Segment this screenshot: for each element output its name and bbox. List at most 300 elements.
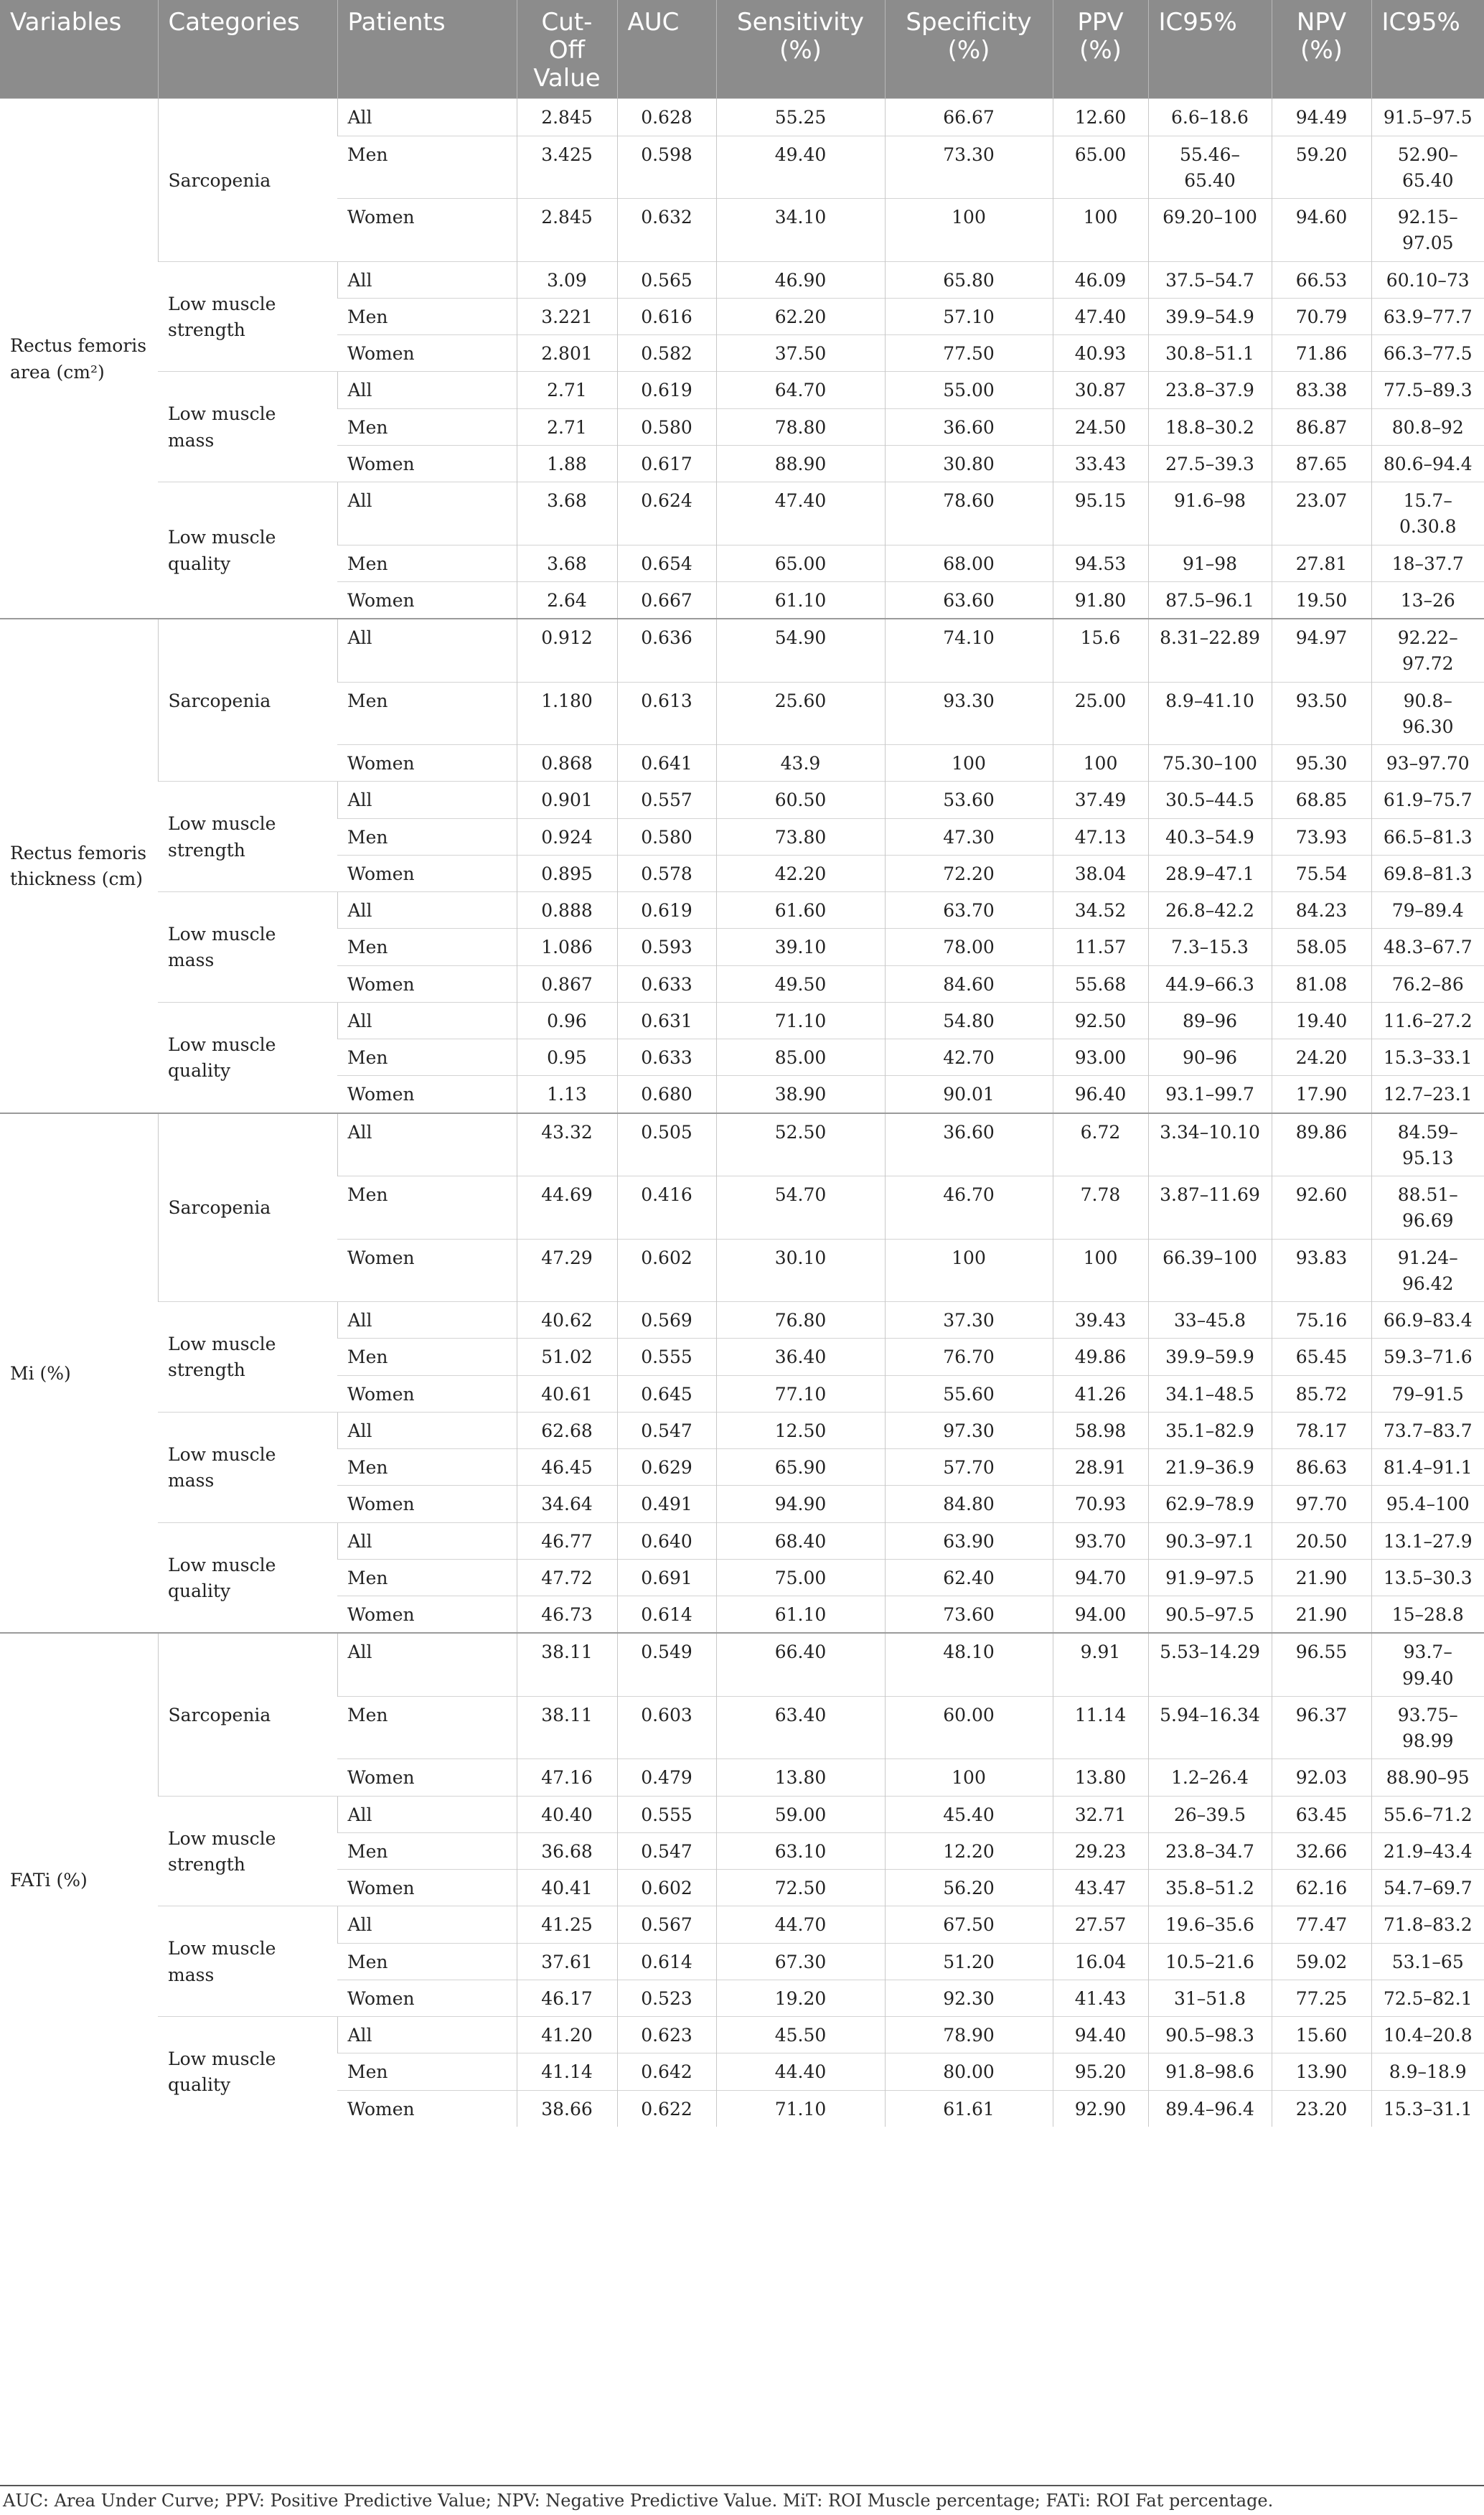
- cell-ppv-ci: 90.5–97.5: [1148, 1596, 1272, 1634]
- cell-npv: 87.65: [1272, 445, 1371, 482]
- cell-cutoff: 41.14: [517, 2053, 617, 2090]
- cell-ppv: 30.87: [1053, 372, 1148, 408]
- table-row: [0, 782, 1484, 818]
- table-row: [0, 1633, 1484, 1696]
- table-row: [0, 1412, 1484, 1448]
- header-ppv-ci: IC95%: [1148, 0, 1272, 99]
- cell-cutoff: 0.924: [517, 818, 617, 855]
- category-cell: Sarcopenia: [158, 619, 337, 782]
- cell-patients: All: [337, 1113, 517, 1176]
- cell-patients: Men: [337, 1559, 517, 1596]
- cell-sensitivity: 73.80: [716, 818, 885, 855]
- cell-sensitivity: 38.90: [716, 1076, 885, 1113]
- cell-npv: 92.60: [1272, 1176, 1371, 1240]
- cell-auc: 0.523: [617, 1980, 716, 2016]
- cell-npv-ci: 80.6–94.4: [1371, 445, 1484, 482]
- cell-sensitivity: 45.50: [716, 2017, 885, 2053]
- cell-specificity: 84.80: [885, 1486, 1053, 1522]
- cell-ppv: 65.00: [1053, 136, 1148, 199]
- cell-npv-ci: 88.90–95: [1371, 1759, 1484, 1796]
- cell-ppv-ci: 39.9–59.9: [1148, 1339, 1272, 1375]
- category-cell: Low muscle strength: [158, 1796, 337, 1906]
- cell-specificity: 55.00: [885, 372, 1053, 408]
- cell-sensitivity: 76.80: [716, 1302, 885, 1339]
- header-cutoff: Cut-Off Value: [517, 0, 617, 99]
- cell-auc: 0.641: [617, 745, 716, 782]
- header-npv: NPV (%): [1272, 0, 1371, 99]
- category-cell: Sarcopenia: [158, 99, 337, 261]
- category-cell: Low muscle mass: [158, 372, 337, 482]
- cell-ppv: 27.57: [1053, 1906, 1148, 1943]
- cell-sensitivity: 63.10: [716, 1832, 885, 1869]
- cell-npv-ci: 92.15–97.05: [1371, 199, 1484, 262]
- cell-npv: 59.02: [1272, 1943, 1371, 1980]
- cell-cutoff: 0.95: [517, 1039, 617, 1076]
- cell-ppv-ci: 10.5–21.6: [1148, 1943, 1272, 1980]
- cell-specificity: 36.60: [885, 408, 1053, 445]
- cell-specificity: 72.20: [885, 855, 1053, 891]
- cell-cutoff: 40.40: [517, 1796, 617, 1832]
- table-row: [0, 1522, 1484, 1559]
- header-ppv: PPV (%): [1053, 0, 1148, 99]
- cell-npv-ci: 66.5–81.3: [1371, 818, 1484, 855]
- cell-specificity: 62.40: [885, 1559, 1053, 1596]
- cell-cutoff: 38.11: [517, 1696, 617, 1759]
- cell-auc: 0.633: [617, 965, 716, 1002]
- cell-patients: Men: [337, 298, 517, 334]
- cell-ppv-ci: 19.6–35.6: [1148, 1906, 1272, 1943]
- cell-sensitivity: 30.10: [716, 1239, 885, 1302]
- cell-specificity: 97.30: [885, 1412, 1053, 1448]
- cell-cutoff: 62.68: [517, 1412, 617, 1448]
- cell-sensitivity: 61.10: [716, 581, 885, 619]
- cell-npv-ci: 80.8–92: [1371, 408, 1484, 445]
- cell-patients: Women: [337, 581, 517, 619]
- cell-ppv-ci: 35.1–82.9: [1148, 1412, 1272, 1448]
- cell-npv: 23.07: [1272, 482, 1371, 545]
- cell-sensitivity: 39.10: [716, 929, 885, 965]
- cell-sensitivity: 55.25: [716, 99, 885, 136]
- cell-npv-ci: 13.1–27.9: [1371, 1522, 1484, 1559]
- cell-ppv-ci: 55.46–65.40: [1148, 136, 1272, 199]
- cell-ppv-ci: 23.8–37.9: [1148, 372, 1272, 408]
- cell-patients: Women: [337, 1375, 517, 1412]
- cell-npv-ci: 92.22–97.72: [1371, 619, 1484, 682]
- cell-sensitivity: 71.10: [716, 2090, 885, 2127]
- cell-specificity: 80.00: [885, 2053, 1053, 2090]
- cell-npv: 65.45: [1272, 1339, 1371, 1375]
- cell-specificity: 73.60: [885, 1596, 1053, 1634]
- cell-specificity: 77.50: [885, 335, 1053, 372]
- cell-ppv-ci: 5.94–16.34: [1148, 1696, 1272, 1759]
- cell-ppv-ci: 39.9–54.9: [1148, 298, 1272, 334]
- cell-sensitivity: 19.20: [716, 1980, 885, 2016]
- cell-specificity: 36.60: [885, 1113, 1053, 1176]
- cell-ppv-ci: 40.3–54.9: [1148, 818, 1272, 855]
- cell-ppv: 100: [1053, 199, 1148, 262]
- cell-patients: All: [337, 99, 517, 136]
- cell-ppv: 16.04: [1053, 1943, 1148, 1980]
- cell-cutoff: 36.68: [517, 1832, 617, 1869]
- cell-auc: 0.479: [617, 1759, 716, 1796]
- cell-npv-ci: 69.8–81.3: [1371, 855, 1484, 891]
- cell-ppv: 15.6: [1053, 619, 1148, 682]
- cell-sensitivity: 88.90: [716, 445, 885, 482]
- cell-npv: 86.63: [1272, 1449, 1371, 1486]
- cell-npv-ci: 90.8–96.30: [1371, 682, 1484, 745]
- cell-specificity: 78.90: [885, 2017, 1053, 2053]
- cell-cutoff: 3.221: [517, 298, 617, 334]
- cell-sensitivity: 65.90: [716, 1449, 885, 1486]
- cell-npv: 83.38: [1272, 372, 1371, 408]
- table-row: [0, 1002, 1484, 1039]
- cell-cutoff: 0.895: [517, 855, 617, 891]
- cell-ppv-ci: 91.6–98: [1148, 482, 1272, 545]
- cell-sensitivity: 64.70: [716, 372, 885, 408]
- cell-ppv-ci: 18.8–30.2: [1148, 408, 1272, 445]
- cell-patients: Men: [337, 2053, 517, 2090]
- cell-specificity: 61.61: [885, 2090, 1053, 2127]
- cell-ppv: 24.50: [1053, 408, 1148, 445]
- category-cell: Low muscle mass: [158, 1412, 337, 1522]
- cell-patients: All: [337, 1302, 517, 1339]
- cell-npv: 17.90: [1272, 1076, 1371, 1113]
- cell-ppv: 9.91: [1053, 1633, 1148, 1696]
- cell-auc: 0.565: [617, 261, 716, 298]
- cell-ppv: 32.71: [1053, 1796, 1148, 1832]
- cell-ppv: 92.50: [1053, 1002, 1148, 1039]
- cell-specificity: 100: [885, 1239, 1053, 1302]
- cell-auc: 0.619: [617, 892, 716, 929]
- cell-patients: All: [337, 782, 517, 818]
- cell-ppv-ci: 91.9–97.5: [1148, 1559, 1272, 1596]
- cell-cutoff: 47.16: [517, 1759, 617, 1796]
- cell-sensitivity: 44.70: [716, 1906, 885, 1943]
- cell-npv: 59.20: [1272, 136, 1371, 199]
- cell-ppv-ci: 26.8–42.2: [1148, 892, 1272, 929]
- cell-specificity: 74.10: [885, 619, 1053, 682]
- cell-specificity: 100: [885, 199, 1053, 262]
- cell-auc: 0.567: [617, 1906, 716, 1943]
- cell-ppv-ci: 37.5–54.7: [1148, 261, 1272, 298]
- cell-auc: 0.624: [617, 482, 716, 545]
- cell-ppv: 12.60: [1053, 99, 1148, 136]
- cell-specificity: 76.70: [885, 1339, 1053, 1375]
- cell-auc: 0.582: [617, 335, 716, 372]
- cell-sensitivity: 75.00: [716, 1559, 885, 1596]
- cell-auc: 0.505: [617, 1113, 716, 1176]
- cell-auc: 0.632: [617, 199, 716, 262]
- cell-patients: All: [337, 2017, 517, 2053]
- cell-cutoff: 46.73: [517, 1596, 617, 1634]
- cell-npv-ci: 66.9–83.4: [1371, 1302, 1484, 1339]
- cell-ppv: 29.23: [1053, 1832, 1148, 1869]
- cell-npv: 68.85: [1272, 782, 1371, 818]
- cell-cutoff: 1.13: [517, 1076, 617, 1113]
- cell-patients: Men: [337, 408, 517, 445]
- cell-specificity: 68.00: [885, 545, 1053, 581]
- cell-ppv-ci: 23.8–34.7: [1148, 1832, 1272, 1869]
- table-row: [0, 482, 1484, 545]
- cell-auc: 0.631: [617, 1002, 716, 1039]
- cell-npv-ci: 79–89.4: [1371, 892, 1484, 929]
- cell-ppv: 100: [1053, 1239, 1148, 1302]
- cell-sensitivity: 36.40: [716, 1339, 885, 1375]
- cell-ppv: 33.43: [1053, 445, 1148, 482]
- cell-npv: 58.05: [1272, 929, 1371, 965]
- cell-cutoff: 41.20: [517, 2017, 617, 2053]
- cell-npv: 78.17: [1272, 1412, 1371, 1448]
- cell-auc: 0.578: [617, 855, 716, 891]
- cell-ppv: 58.98: [1053, 1412, 1148, 1448]
- cell-cutoff: 46.45: [517, 1449, 617, 1486]
- cell-cutoff: 0.912: [517, 619, 617, 682]
- cell-patients: All: [337, 1633, 517, 1696]
- cell-cutoff: 2.71: [517, 408, 617, 445]
- variable-cell: Mi (%): [0, 1113, 158, 1634]
- cell-specificity: 55.60: [885, 1375, 1053, 1412]
- cell-npv-ci: 18–37.7: [1371, 545, 1484, 581]
- cell-specificity: 37.30: [885, 1302, 1053, 1339]
- cell-auc: 0.549: [617, 1633, 716, 1696]
- cell-auc: 0.691: [617, 1559, 716, 1596]
- cell-patients: All: [337, 372, 517, 408]
- cell-npv-ci: 52.90–65.40: [1371, 136, 1484, 199]
- category-cell: Low muscle quality: [158, 1522, 337, 1633]
- cell-cutoff: 3.09: [517, 261, 617, 298]
- cell-ppv: 92.90: [1053, 2090, 1148, 2127]
- cell-ppv: 13.80: [1053, 1759, 1148, 1796]
- cell-npv: 93.50: [1272, 682, 1371, 745]
- cell-patients: Men: [337, 818, 517, 855]
- cell-cutoff: 47.72: [517, 1559, 617, 1596]
- cell-cutoff: 2.64: [517, 581, 617, 619]
- cell-specificity: 57.10: [885, 298, 1053, 334]
- cell-sensitivity: 72.50: [716, 1870, 885, 1906]
- cell-sensitivity: 94.90: [716, 1486, 885, 1522]
- cell-sensitivity: 54.90: [716, 619, 885, 682]
- cell-patients: Men: [337, 136, 517, 199]
- cell-npv: 96.55: [1272, 1633, 1371, 1696]
- cell-sensitivity: 71.10: [716, 1002, 885, 1039]
- cell-patients: All: [337, 1002, 517, 1039]
- cell-auc: 0.547: [617, 1832, 716, 1869]
- cell-specificity: 65.80: [885, 261, 1053, 298]
- cell-cutoff: 38.66: [517, 2090, 617, 2127]
- cell-npv: 24.20: [1272, 1039, 1371, 1076]
- cell-auc: 0.623: [617, 2017, 716, 2053]
- cell-cutoff: 43.32: [517, 1113, 617, 1176]
- cell-specificity: 63.60: [885, 581, 1053, 619]
- cell-npv-ci: 61.9–75.7: [1371, 782, 1484, 818]
- cell-ppv-ci: 89–96: [1148, 1002, 1272, 1039]
- cell-specificity: 56.20: [885, 1870, 1053, 1906]
- category-cell: Low muscle strength: [158, 1302, 337, 1413]
- cell-sensitivity: 67.30: [716, 1943, 885, 1980]
- table-footnote: AUC: Area Under Curve; PPV: Positive Predictive Value; NPV: Negative Predictive Value. MiT: ROI Muscle percentage; FATi: ROI Fat percentage.: [0, 2485, 1484, 2511]
- cell-npv: 92.03: [1272, 1759, 1371, 1796]
- header-auc: AUC: [617, 0, 716, 99]
- cell-auc: 0.613: [617, 682, 716, 745]
- cell-ppv: 91.80: [1053, 581, 1148, 619]
- cell-specificity: 60.00: [885, 1696, 1053, 1759]
- cell-npv-ci: 12.7–23.1: [1371, 1076, 1484, 1113]
- cell-npv-ci: 13.5–30.3: [1371, 1559, 1484, 1596]
- header-npv-ci: IC95%: [1371, 0, 1484, 99]
- cell-ppv: 28.91: [1053, 1449, 1148, 1486]
- cell-ppv-ci: 3.34–10.10: [1148, 1113, 1272, 1176]
- cell-sensitivity: 65.00: [716, 545, 885, 581]
- cell-auc: 0.569: [617, 1302, 716, 1339]
- header-categories: Categories: [158, 0, 337, 99]
- category-cell: Low muscle quality: [158, 2017, 337, 2127]
- cell-patients: Men: [337, 682, 517, 745]
- cell-ppv: 38.04: [1053, 855, 1148, 891]
- cell-auc: 0.680: [617, 1076, 716, 1113]
- cell-npv: 95.30: [1272, 745, 1371, 782]
- cell-ppv: 94.53: [1053, 545, 1148, 581]
- cell-npv-ci: 15.3–33.1: [1371, 1039, 1484, 1076]
- cell-npv-ci: 88.51–96.69: [1371, 1176, 1484, 1240]
- cell-auc: 0.619: [617, 372, 716, 408]
- header-specificity: Specificity (%): [885, 0, 1053, 99]
- cell-auc: 0.645: [617, 1375, 716, 1412]
- cell-sensitivity: 61.60: [716, 892, 885, 929]
- cell-ppv: 96.40: [1053, 1076, 1148, 1113]
- cell-ppv-ci: 1.2–26.4: [1148, 1759, 1272, 1796]
- cell-cutoff: 2.845: [517, 99, 617, 136]
- cell-specificity: 30.80: [885, 445, 1053, 482]
- cell-patients: Women: [337, 1596, 517, 1634]
- cell-npv-ci: 95.4–100: [1371, 1486, 1484, 1522]
- cell-npv-ci: 91.24–96.42: [1371, 1239, 1484, 1302]
- cell-patients: Men: [337, 1696, 517, 1759]
- cell-ppv: 49.86: [1053, 1339, 1148, 1375]
- cell-auc: 0.636: [617, 619, 716, 682]
- cell-sensitivity: 13.80: [716, 1759, 885, 1796]
- cell-npv: 94.49: [1272, 99, 1371, 136]
- cell-patients: All: [337, 482, 517, 545]
- cell-patients: Women: [337, 1759, 517, 1796]
- cell-specificity: 78.60: [885, 482, 1053, 545]
- cell-npv-ci: 76.2–86: [1371, 965, 1484, 1002]
- cell-cutoff: 2.801: [517, 335, 617, 372]
- cell-cutoff: 0.901: [517, 782, 617, 818]
- cell-ppv-ci: 21.9–36.9: [1148, 1449, 1272, 1486]
- cell-specificity: 92.30: [885, 1980, 1053, 2016]
- cell-auc: 0.416: [617, 1176, 716, 1240]
- table-row: [0, 619, 1484, 682]
- cell-patients: Men: [337, 1943, 517, 1980]
- category-cell: Low muscle strength: [158, 261, 337, 372]
- cell-npv: 93.83: [1272, 1239, 1371, 1302]
- cell-npv: 23.20: [1272, 2090, 1371, 2127]
- cell-ppv: 40.93: [1053, 335, 1148, 372]
- cell-ppv-ci: 91–98: [1148, 545, 1272, 581]
- cell-ppv: 46.09: [1053, 261, 1148, 298]
- cell-sensitivity: 47.40: [716, 482, 885, 545]
- cell-patients: All: [337, 1906, 517, 1943]
- cell-cutoff: 34.64: [517, 1486, 617, 1522]
- cell-sensitivity: 85.00: [716, 1039, 885, 1076]
- cell-patients: All: [337, 619, 517, 682]
- cell-sensitivity: 42.20: [716, 855, 885, 891]
- cell-cutoff: 3.68: [517, 545, 617, 581]
- cell-sensitivity: 54.70: [716, 1176, 885, 1240]
- cell-sensitivity: 59.00: [716, 1796, 885, 1832]
- cell-cutoff: 1.180: [517, 682, 617, 745]
- table-row: [0, 892, 1484, 929]
- cell-auc: 0.654: [617, 545, 716, 581]
- cell-npv-ci: 53.1–65: [1371, 1943, 1484, 1980]
- cell-cutoff: 47.29: [517, 1239, 617, 1302]
- cell-cutoff: 3.68: [517, 482, 617, 545]
- header-variables: Variables: [0, 0, 158, 99]
- cell-patients: Women: [337, 1076, 517, 1113]
- cell-patients: Men: [337, 545, 517, 581]
- cell-npv-ci: 93–97.70: [1371, 745, 1484, 782]
- cell-npv-ci: 72.5–82.1: [1371, 1980, 1484, 2016]
- cell-ppv: 37.49: [1053, 782, 1148, 818]
- cell-ppv: 55.68: [1053, 965, 1148, 1002]
- cell-cutoff: 0.96: [517, 1002, 617, 1039]
- cell-specificity: 84.60: [885, 965, 1053, 1002]
- cell-patients: Men: [337, 1039, 517, 1076]
- cell-npv: 75.54: [1272, 855, 1371, 891]
- cell-ppv-ci: 31–51.8: [1148, 1980, 1272, 2016]
- category-cell: Sarcopenia: [158, 1633, 337, 1796]
- cell-ppv: 47.13: [1053, 818, 1148, 855]
- cell-npv-ci: 54.7–69.7: [1371, 1870, 1484, 1906]
- cell-sensitivity: 25.60: [716, 682, 885, 745]
- cell-ppv: 39.43: [1053, 1302, 1148, 1339]
- cell-npv-ci: 15–28.8: [1371, 1596, 1484, 1634]
- cell-auc: 0.667: [617, 581, 716, 619]
- cell-ppv-ci: 90.5–98.3: [1148, 2017, 1272, 2053]
- cell-cutoff: 44.69: [517, 1176, 617, 1240]
- cell-auc: 0.628: [617, 99, 716, 136]
- cell-specificity: 66.67: [885, 99, 1053, 136]
- cell-ppv: 11.14: [1053, 1696, 1148, 1759]
- cell-npv-ci: 60.10–73: [1371, 261, 1484, 298]
- cell-npv: 63.45: [1272, 1796, 1371, 1832]
- cell-patients: Women: [337, 745, 517, 782]
- cell-npv: 13.90: [1272, 2053, 1371, 2090]
- cell-ppv: 94.70: [1053, 1559, 1148, 1596]
- cell-auc: 0.614: [617, 1596, 716, 1634]
- cell-patients: Women: [337, 445, 517, 482]
- cell-specificity: 12.20: [885, 1832, 1053, 1869]
- cell-npv-ci: 48.3–67.7: [1371, 929, 1484, 965]
- cell-npv-ci: 8.9–18.9: [1371, 2053, 1484, 2090]
- cell-ppv-ci: 87.5–96.1: [1148, 581, 1272, 619]
- cell-sensitivity: 63.40: [716, 1696, 885, 1759]
- cell-npv: 75.16: [1272, 1302, 1371, 1339]
- cell-specificity: 100: [885, 1759, 1053, 1796]
- cell-patients: Women: [337, 965, 517, 1002]
- cell-ppv-ci: 93.1–99.7: [1148, 1076, 1272, 1113]
- cell-ppv-ci: 3.87–11.69: [1148, 1176, 1272, 1240]
- cell-specificity: 100: [885, 745, 1053, 782]
- cell-sensitivity: 77.10: [716, 1375, 885, 1412]
- cell-ppv-ci: 35.8–51.2: [1148, 1870, 1272, 1906]
- cell-patients: All: [337, 1796, 517, 1832]
- cell-npv-ci: 55.6–71.2: [1371, 1796, 1484, 1832]
- cell-cutoff: 0.868: [517, 745, 617, 782]
- table-row: [0, 1796, 1484, 1832]
- cell-cutoff: 1.88: [517, 445, 617, 482]
- cell-ppv: 41.43: [1053, 1980, 1148, 2016]
